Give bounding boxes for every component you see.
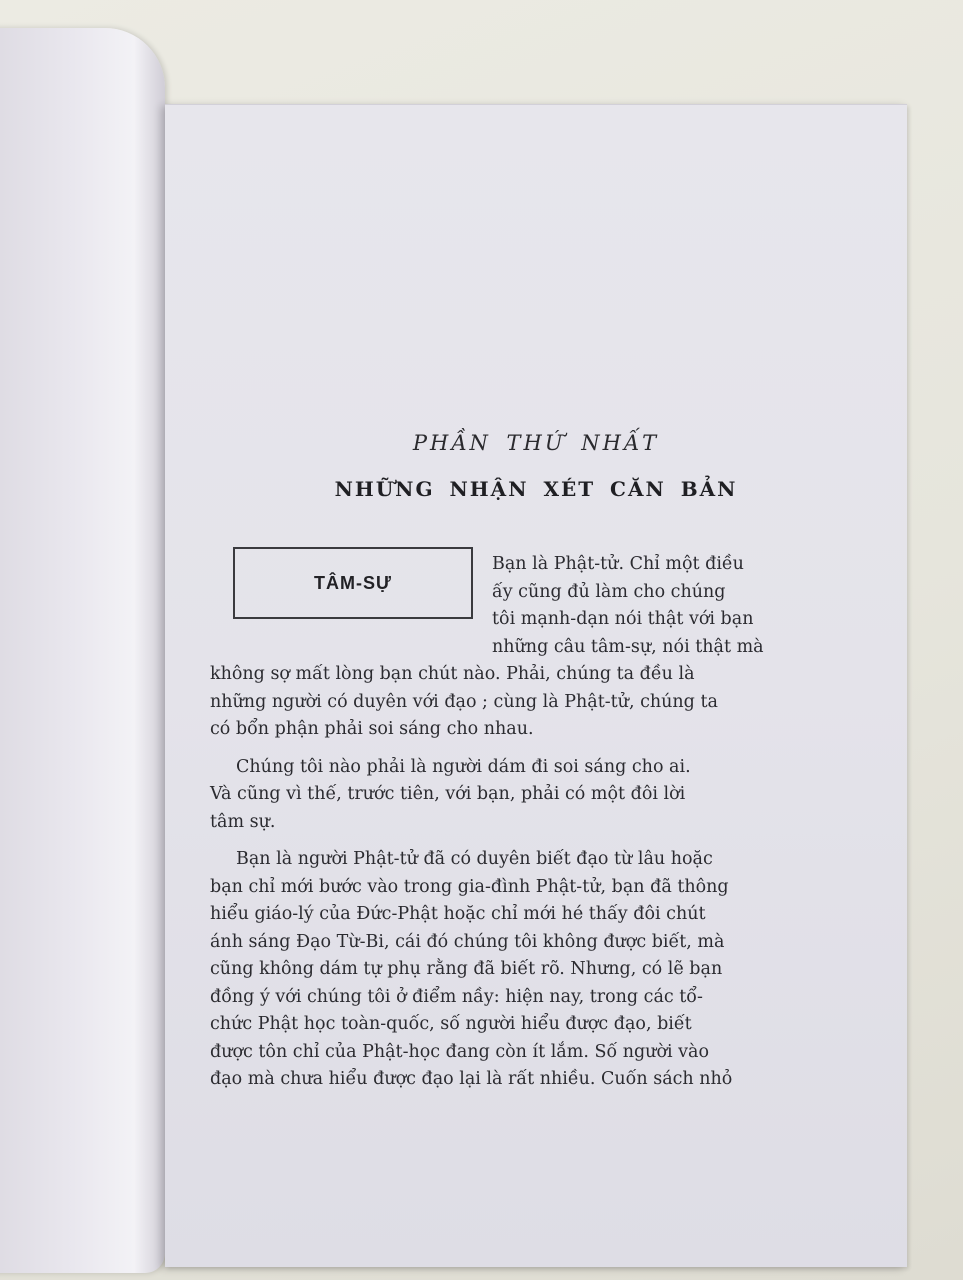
text-line: Bạn là người Phật-tử đã có duyên biết đạo từ lâu hoặc [236, 849, 713, 869]
section-heading: TÂM-SỰ [314, 572, 392, 593]
part-title: NHỮNG NHẬN XÉT CĂN BẢN [334, 477, 738, 501]
text-line: đạo mà chưa hiểu được đạo lại là rất nhiều. Cuốn sách nhỏ [210, 1069, 733, 1089]
body-text [210, 551, 800, 1094]
text-line: Chúng tôi nào phải là người dám đi soi sáng cho ai. [236, 756, 691, 777]
text-line: tôi mạnh-dạn nói thật với bạn [492, 609, 754, 629]
book-page [165, 104, 907, 1267]
left-page [0, 28, 165, 1273]
text-line: ấy cũng đủ làm cho chúng [492, 581, 726, 602]
text-line: bạn chỉ mới bước vào trong gia-đình Phật-tử, bạn đã thông [210, 876, 729, 897]
part-label: PHẦN THỨ NHẤT [412, 431, 660, 455]
text-line: có bổn phận phải soi sáng cho nhau. [210, 719, 534, 739]
text-line: không sợ mất lòng bạn chút nào. Phải, chúng ta đều là [210, 664, 695, 684]
text-line: những câu tâm-sự, nói thật mà [492, 636, 764, 657]
text-line: ánh sáng Đạo Từ-Bi, cái đó chúng tôi không được biết, mà [210, 931, 725, 952]
text-line: được tôn chỉ của Phật-học đang còn ít lắm. Số người vào [210, 1041, 710, 1062]
text-line: những người có duyên với đạo ; cùng là Phật-tử, chúng ta [210, 691, 718, 712]
text-line: cũng không dám tự phụ rằng đã biết rõ. Nhưng, có lẽ bạn [210, 959, 723, 979]
text-line: hiểu giáo-lý của Đức-Phật hoặc chỉ mới hé thấy đôi chút [210, 904, 706, 924]
text-line: Và cũng vì thế, trước tiên, với bạn, phải có một đôi lời [210, 784, 686, 804]
text-line: tâm sự. [210, 811, 276, 832]
text-line: chức Phật học toàn-quốc, số người hiểu được đạo, biết [210, 1014, 692, 1034]
text-line: Bạn là Phật-tử. Chỉ một điều [492, 554, 744, 574]
text-line: đồng ý với chúng tôi ở điểm nầy: hiện nay, trong các tổ- [210, 986, 703, 1007]
